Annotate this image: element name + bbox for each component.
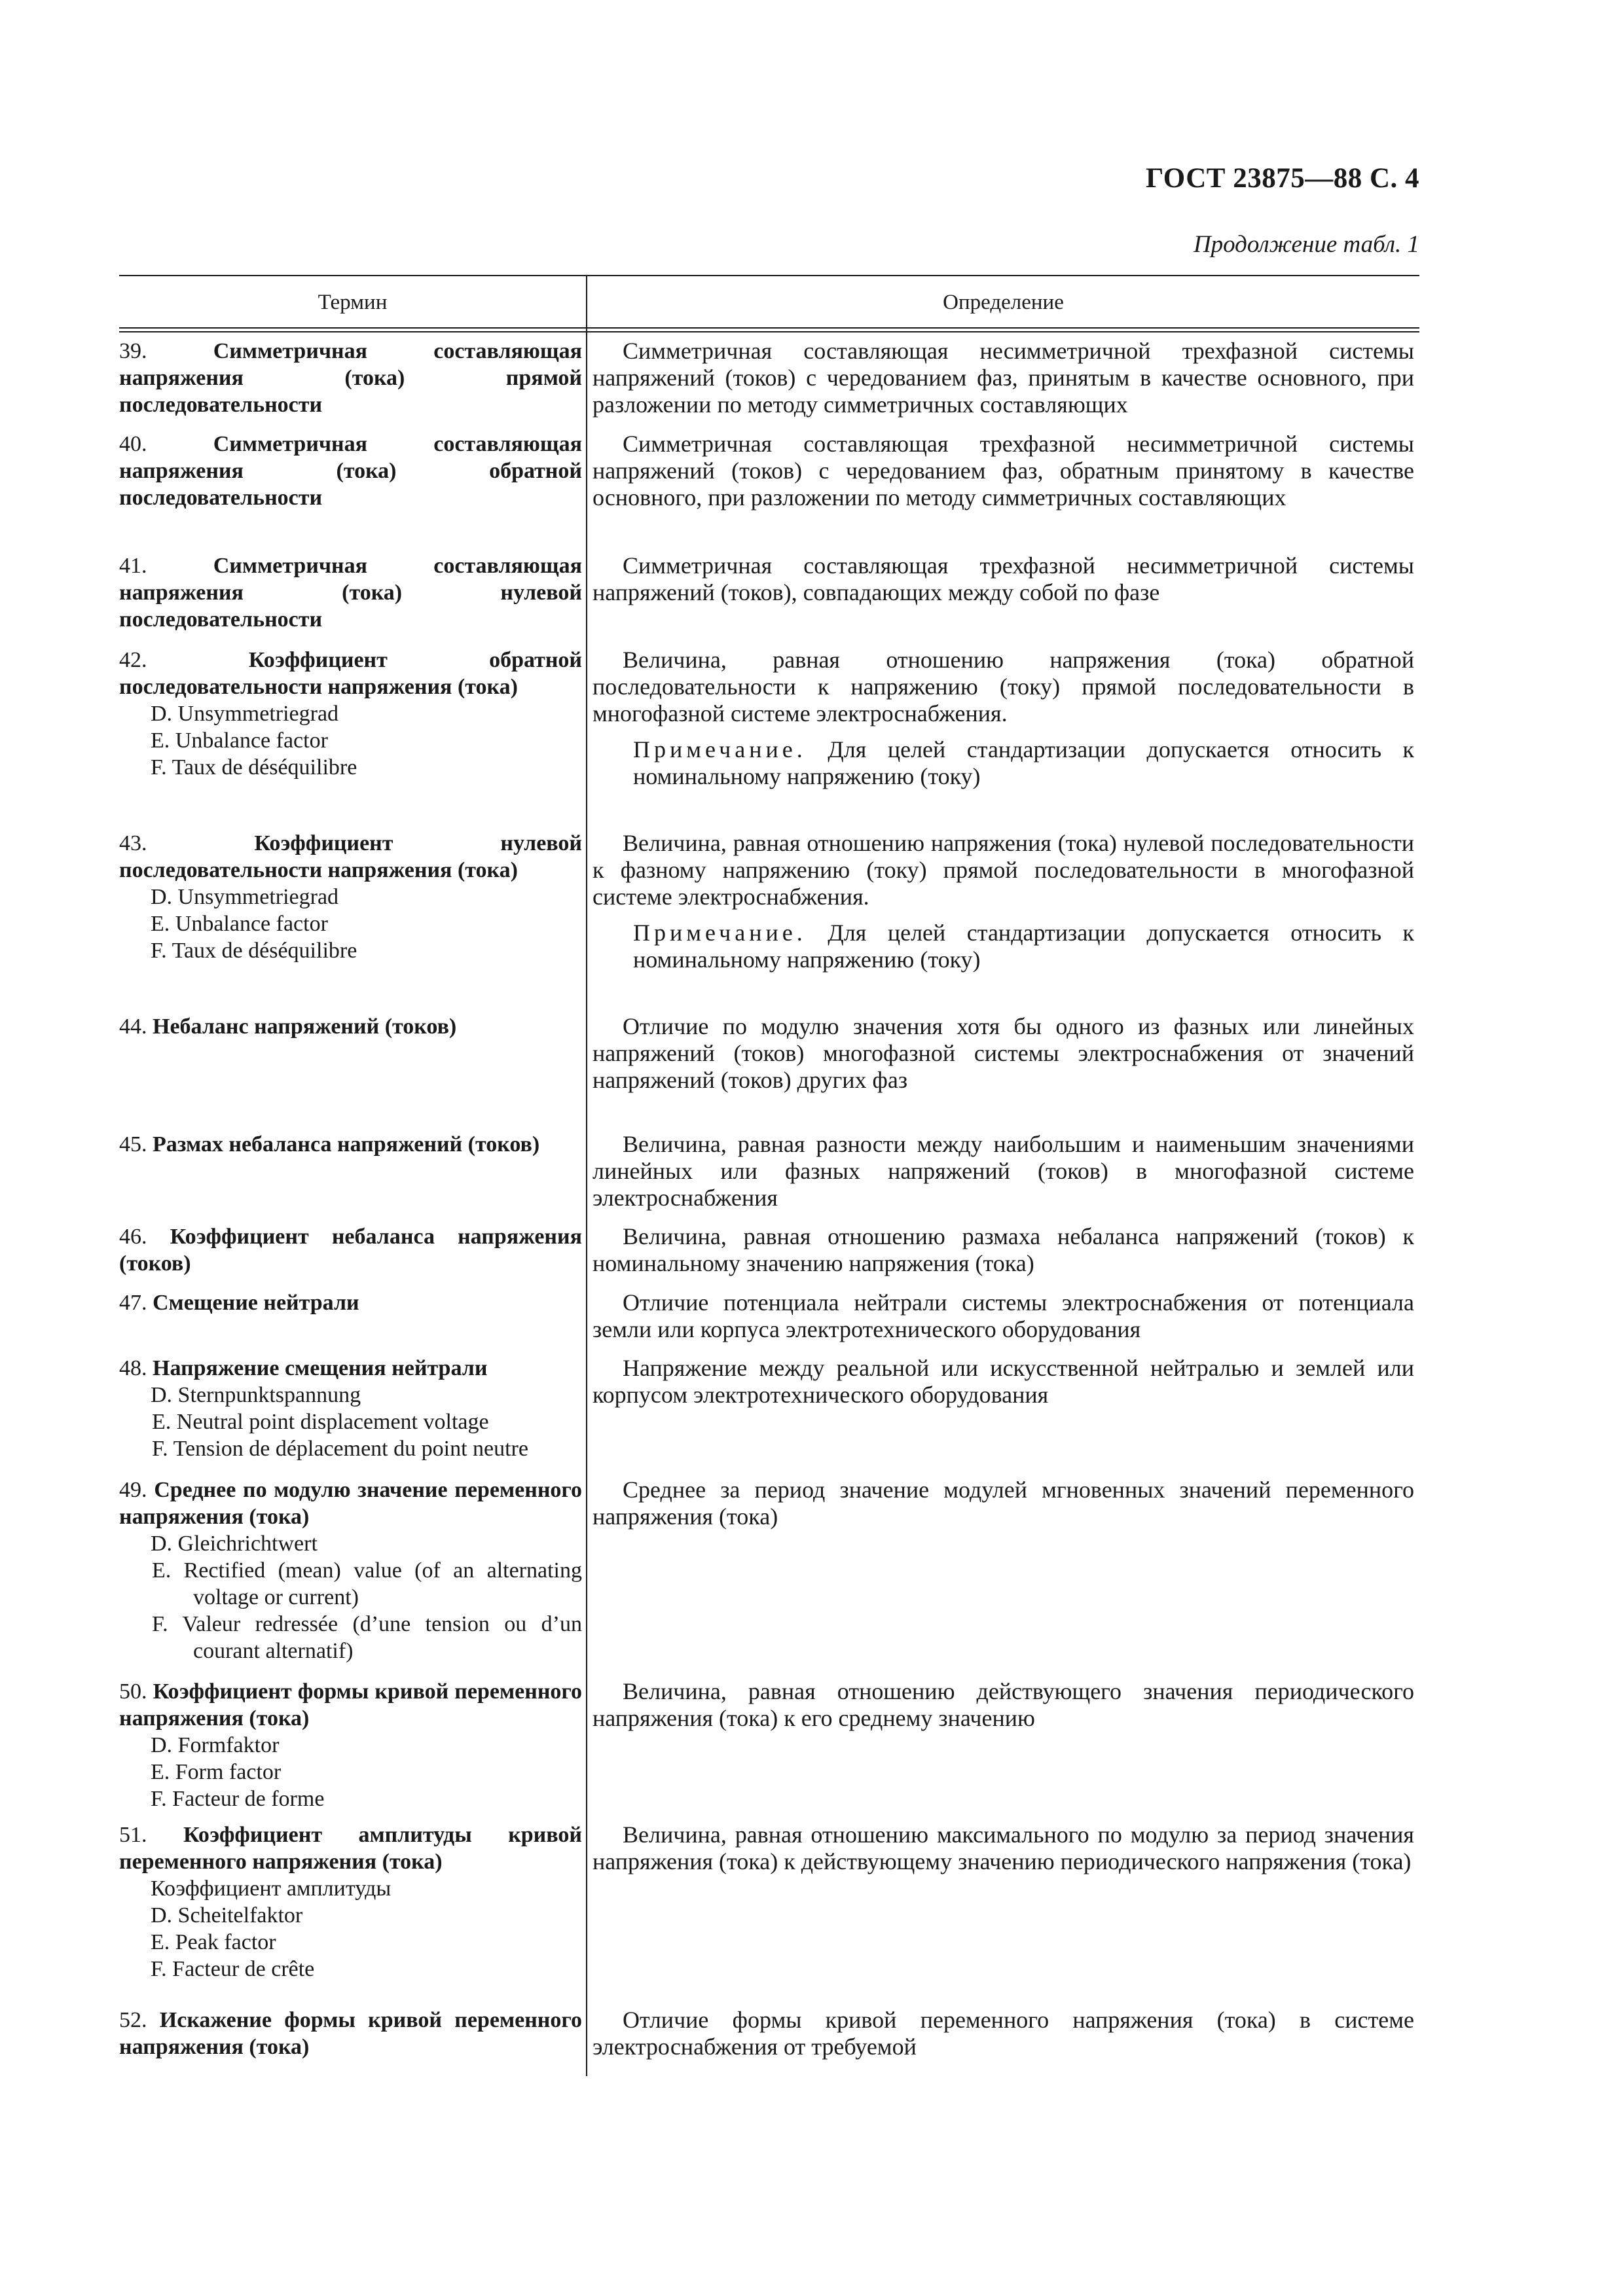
term-number: 46. xyxy=(119,1225,147,1249)
definition-text: Отличие формы кривой переменного напряжения (тока) в системе электроснабжения от требуемой xyxy=(593,2007,1414,2060)
term-cell xyxy=(119,830,586,973)
term-foreign-equivalent: D. Sternpunktspannung xyxy=(151,1383,361,1407)
definition-cell xyxy=(586,647,1419,790)
term-name: Симметричная составляющая напряжения (тока) обратной последовательности xyxy=(119,432,582,510)
term-foreign-equivalent: D. Unsymmetriegrad xyxy=(151,702,339,726)
table-row xyxy=(119,1131,1419,1211)
definition-text: Величина, равная отношению размаха небаланса напряжений (токов) к номинальному значению напряжения (тока) xyxy=(593,1223,1414,1276)
term-cell xyxy=(119,431,586,511)
table-row xyxy=(119,338,1419,418)
term-foreign-equivalent: D. Unsymmetriegrad xyxy=(151,885,339,909)
definition-text: Величина, равная отношению максимального по модулю за период значения напряжения (тока) к действующему значению периодического напряжения (тока) xyxy=(593,1821,1414,1874)
column-header-term: Термин xyxy=(318,291,388,314)
term-number: 50. xyxy=(119,1679,147,1704)
term-heading xyxy=(119,431,582,511)
definition-text: Отличие по модулю значения хотя бы одного из фазных или линейных напряжений (токов) многофазной системы электроснабжения от значений напряжений (токов) других фаз xyxy=(593,1013,1414,1093)
term-number: 41. xyxy=(119,554,147,578)
term-name: Коэффициент амплитуды кривой переменного напряжения (тока) xyxy=(119,1823,582,1874)
definition-text: Среднее за период значение модулей мгновенных значений переменного напряжения (тока) xyxy=(593,1477,1414,1530)
table-row xyxy=(119,552,1419,633)
term-name: Коэффициент формы кривой переменного напряжения (тока) xyxy=(119,1679,583,1731)
term-cell xyxy=(119,1821,586,1982)
term-foreign-equivalent: Коэффициент амплитуды xyxy=(151,1876,392,1901)
definition-text: Напряжение между реальной или искусственной нейтралью и землей или корпусом электротехнического оборудования xyxy=(593,1355,1414,1408)
term-cell xyxy=(119,647,586,790)
table-continuation-label: Продолжение табл. 1 xyxy=(1193,231,1419,258)
term-cell xyxy=(119,338,586,418)
term-foreign-equivalent: F. Valeur redressée (d’une tension ou d’un courant alternatif) xyxy=(152,1612,582,1663)
term-name: Смещение нейтрали xyxy=(153,1291,359,1315)
term-foreign-equivalent: D. Scheitelfaktor xyxy=(151,1903,303,1928)
definition-cell xyxy=(586,431,1419,511)
definition-cell xyxy=(586,1289,1419,1343)
term-number: 42. xyxy=(119,648,147,672)
term-number: 39. xyxy=(119,339,147,363)
term-heading xyxy=(119,1477,582,1530)
term-heading xyxy=(119,647,582,700)
term-heading xyxy=(119,2007,582,2060)
term-number: 44. xyxy=(119,1014,147,1039)
definition-cell xyxy=(586,1355,1419,1462)
term-number: 49. xyxy=(119,1478,147,1502)
term-cell xyxy=(119,1223,586,1277)
term-name: Коэффициент нулевой последовательности напряжения (тока) xyxy=(119,831,583,882)
term-cell xyxy=(119,1013,586,1094)
term-foreign-equivalent: F. Facteur de crête xyxy=(151,1957,315,1981)
term-name: Симметричная составляющая напряжения (тока) прямой последовательности xyxy=(119,339,582,417)
definition-cell xyxy=(586,552,1419,633)
term-number: 48. xyxy=(119,1356,147,1380)
definition-text: Симметричная составляющая трехфазной несимметричной системы напряжений (токов), совпадающих между собой по фазе xyxy=(593,552,1414,605)
term-number: 43. xyxy=(119,831,147,855)
definition-cell xyxy=(586,830,1419,973)
page-header-title: ГОСТ 23875—88 С. 4 xyxy=(1145,163,1419,194)
term-cell xyxy=(119,1678,586,1812)
definition-cell xyxy=(586,2007,1419,2060)
definition-text: Величина, равная отношению напряжения (тока) нулевой последовательности к фазному напряжению (току) прямой последовательности в многофазной системе электроснабжения. xyxy=(593,830,1414,910)
term-heading xyxy=(119,1131,582,1158)
term-cell xyxy=(119,1131,586,1211)
table-row xyxy=(119,1355,1419,1462)
term-number: 40. xyxy=(119,432,147,456)
table-row xyxy=(119,830,1419,973)
definition-cell xyxy=(586,1013,1419,1094)
term-name: Симметричная составляющая напряжения (тока) нулевой последовательности xyxy=(119,554,582,632)
definition-text: Симметричная составляющая трехфазной несимметричной системы напряжений (токов) с чередованием фаз, обратным принятому в качестве основного, при разложении по методу симметричных составляющих xyxy=(593,431,1414,511)
term-heading xyxy=(119,1355,582,1382)
term-heading xyxy=(119,1821,582,1875)
definition-text: Величина, равная разности между наибольшим и наименьшим значениями линейных или фазных напряжений (токов) в многофазной системе электроснабжения xyxy=(593,1131,1414,1211)
term-heading xyxy=(119,1223,582,1277)
term-heading xyxy=(119,830,582,884)
term-foreign-equivalent: E. Rectified (mean) value (of an alternating voltage or current) xyxy=(152,1558,582,1609)
term-cell xyxy=(119,1355,586,1462)
term-cell xyxy=(119,1477,586,1664)
term-number: 51. xyxy=(119,1823,147,1847)
term-name: Среднее по модулю значение переменного напряжения (тока) xyxy=(119,1478,583,1529)
term-foreign-equivalent: E. Peak factor xyxy=(151,1930,276,1954)
note-label: Примечание. xyxy=(633,736,807,762)
definition-text: Симметричная составляющая несимметричной трехфазной системы напряжений (токов) с чередованием фаз, принятым в качестве основного, при разложении по методу симметричных составляющих xyxy=(593,338,1414,418)
term-cell xyxy=(119,1289,586,1343)
term-foreign-equivalent: D. Formfaktor xyxy=(151,1733,280,1757)
term-foreign-equivalent: E. Neutral point displacement voltage xyxy=(152,1410,489,1434)
term-heading xyxy=(119,1678,582,1732)
header-rule-1 xyxy=(119,327,1419,329)
definition-cell xyxy=(586,338,1419,418)
term-foreign-equivalent: F. Facteur de forme xyxy=(151,1787,325,1811)
definition-text: Отличие потенциала нейтрали системы электроснабжения от потенциала земли или корпуса электротехнического оборудования xyxy=(593,1289,1414,1342)
term-foreign-equivalent: F. Tension de déplacement du point neutre xyxy=(152,1437,528,1461)
term-heading xyxy=(119,338,582,418)
term-foreign-equivalent: E. Unbalance factor xyxy=(151,728,328,753)
term-name: Коэффициент обратной последовательности напряжения (тока) xyxy=(119,648,583,699)
note-label: Примечание. xyxy=(633,920,807,946)
table-row xyxy=(119,1223,1419,1277)
definition-note xyxy=(593,920,1414,973)
note-text: Для целей стандартизации допускается относить к номинальному напряжению (току) xyxy=(633,736,1415,789)
table-row xyxy=(119,1821,1419,1982)
term-cell xyxy=(119,552,586,633)
table-row xyxy=(119,1289,1419,1343)
term-number: 52. xyxy=(119,2008,147,2032)
table-row xyxy=(119,647,1419,790)
term-name: Размах небаланса напряжений (токов) xyxy=(153,1132,540,1157)
term-name: Искажение формы кривой переменного напряжения (тока) xyxy=(119,2008,582,2059)
definition-cell xyxy=(586,1678,1419,1812)
term-number: 45. xyxy=(119,1132,147,1157)
term-name: Напряжение смещения нейтрали xyxy=(153,1356,488,1380)
term-name: Небаланс напряжений (токов) xyxy=(153,1014,457,1039)
term-heading xyxy=(119,1289,582,1316)
definition-cell xyxy=(586,1223,1419,1277)
table-row xyxy=(119,1477,1419,1664)
term-cell xyxy=(119,2007,586,2060)
term-name: Коэффициент небаланса напряжения (токов) xyxy=(119,1225,582,1276)
table-row xyxy=(119,2007,1419,2060)
table-row xyxy=(119,431,1419,511)
note-text: Для целей стандартизации допускается относить к номинальному напряжению (току) xyxy=(633,920,1415,973)
term-foreign-equivalent: D. Gleichrichtwert xyxy=(151,1532,318,1556)
column-header-definition: Определение xyxy=(943,291,1064,314)
term-heading xyxy=(119,552,582,633)
definition-note xyxy=(593,736,1414,790)
term-heading xyxy=(119,1013,582,1040)
term-foreign-equivalent: F. Taux de déséquilibre xyxy=(151,755,357,780)
table-header-row xyxy=(119,275,1419,327)
definition-cell xyxy=(586,1131,1419,1211)
term-foreign-equivalent: F. Taux de déséquilibre xyxy=(151,939,357,963)
term-foreign-equivalent: E. Form factor xyxy=(151,1760,282,1784)
definition-text: Величина, равная отношению действующего значения периодического напряжения (тока) к его среднему значению xyxy=(593,1678,1414,1731)
term-number: 47. xyxy=(119,1291,147,1315)
header-rule-2 xyxy=(119,331,1419,332)
definition-cell xyxy=(586,1477,1419,1664)
table-row xyxy=(119,1013,1419,1094)
definition-text: Величина, равная отношению напряжения (тока) обратной последовательности к напряжению (току) прямой последовательности в многофазной системе электроснабжения. xyxy=(593,647,1414,726)
term-foreign-equivalent: E. Unbalance factor xyxy=(151,912,328,936)
table-row xyxy=(119,1678,1419,1812)
definition-cell xyxy=(586,1821,1419,1982)
